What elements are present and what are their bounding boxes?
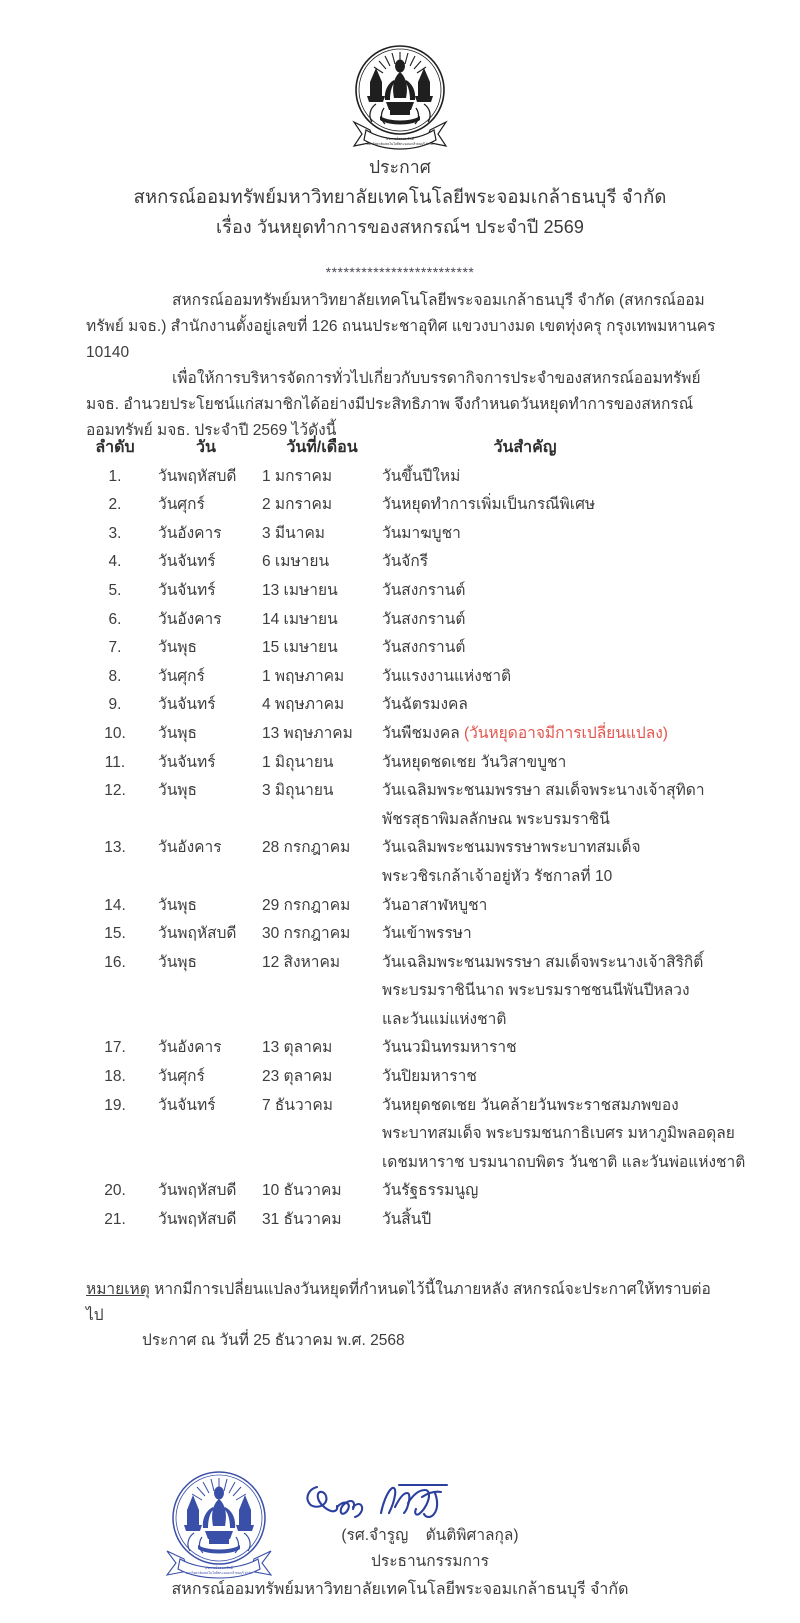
paragraph-address-text: สหกรณ์ออมทรัพย์มหาวิทยาลัยเทคโนโลยีพระจอมเกล้าธนบุรี จำกัด (สหกรณ์ออมทรัพย์ มจธ.) สำนักงานตั้งอยู่เลขที่ 126 ถนนประชาอุทิศ แขวงบางมด เขตทุ่งครุ กรุงเทพมหานคร 10140 xyxy=(86,292,716,361)
cell-occasion xyxy=(382,777,746,834)
occasion-line: วันขึ้นปีใหม่ xyxy=(382,467,461,485)
cell-occasion xyxy=(382,1177,746,1206)
cell-no: 6. xyxy=(108,610,122,628)
cell-no: 13. xyxy=(104,839,126,857)
table-row xyxy=(86,577,746,606)
table-row xyxy=(86,463,746,492)
cell-day: วันพุธ xyxy=(158,724,197,742)
table-row xyxy=(86,1177,746,1206)
emblem-top-container xyxy=(0,38,800,161)
table-row xyxy=(86,491,746,520)
cell-date: 14 เมษายน xyxy=(262,610,338,628)
header-date: วันที่/เดือน xyxy=(286,439,358,456)
occasion-line: วันเฉลิมพระชนมพรรษา สมเด็จพระนางเจ้าสิริกิติ์ xyxy=(382,953,704,971)
remark-label: หมายเหตุ xyxy=(86,1281,150,1298)
header-no: ลำดับ xyxy=(95,439,135,456)
signature-role: ประธานกรรมการ xyxy=(371,1553,489,1570)
cell-no: 21. xyxy=(104,1211,126,1229)
star-divider: ************************* xyxy=(325,264,475,280)
cell-date: 3 มีนาคม xyxy=(262,524,326,542)
cell-date: 15 เมษายน xyxy=(262,639,338,657)
cell-occasion xyxy=(382,634,746,663)
occasion-line: วันฉัตรมงคล xyxy=(382,696,468,714)
cell-occasion xyxy=(382,577,746,606)
cell-occasion xyxy=(382,491,746,520)
occasion-line: พระบาทสมเด็จ พระบรมชนกาธิเบศร มหาภูมิพลอดุลย xyxy=(382,1125,735,1143)
cell-day: วันพฤหัสบดี xyxy=(158,925,237,943)
cell-no: 2. xyxy=(108,496,122,514)
occasion-line: และวันแม่แห่งชาติ xyxy=(382,1010,507,1028)
cell-no: 1. xyxy=(108,467,122,485)
svg-text:สหกรณ์ออมทรัพย์: สหกรณ์ออมทรัพย์ xyxy=(205,1566,233,1570)
cell-date: 23 ตุลาคม xyxy=(262,1068,333,1086)
cell-no: 18. xyxy=(104,1068,126,1086)
occasion-line: วันรัฐธรรมนูญ xyxy=(382,1182,479,1200)
cell-occasion xyxy=(382,1063,746,1092)
occasion-line: เดชมหาราช บรมนาถบพิตร วันชาติ และวันพ่อแห่งชาติ xyxy=(382,1153,746,1171)
occasion-line: วันเฉลิมพระชนมพรรษา สมเด็จพระนางเจ้าสุทิดา xyxy=(382,782,705,800)
occasion-line: วันเข้าพรรษา xyxy=(382,925,472,943)
cell-day: วันพุธ xyxy=(158,896,197,914)
cell-day: วันพฤหัสบดี xyxy=(158,467,237,485)
cell-no: 5. xyxy=(108,581,122,599)
paragraph-purpose xyxy=(86,366,716,444)
cell-no: 12. xyxy=(104,782,126,800)
cell-date: 1 มิถุนายน xyxy=(262,753,334,771)
occasion-line: พระบรมราชินีนาถ พระบรมราชชนนีพันปีหลวง xyxy=(382,982,690,1000)
svg-text:มหาวิทยาลัยเทคโนโลยีพระจอมเกล้: มหาวิทยาลัยเทคโนโลยีพระจอมเกล้าธนบุรี จำกัด xyxy=(185,1571,253,1575)
cell-no: 8. xyxy=(108,667,122,685)
occasion-line: วันนวมินทรมหาราช xyxy=(382,1039,517,1057)
cell-day: วันจันทร์ xyxy=(158,1096,216,1114)
issue-date: ประกาศ ณ วันที่ 25 ธันวาคม พ.ศ. 2568 xyxy=(142,1332,405,1349)
cell-no: 7. xyxy=(108,639,122,657)
cell-day: วันพุธ xyxy=(158,782,197,800)
table-row xyxy=(86,720,746,749)
table-row xyxy=(86,1092,746,1178)
signature-block xyxy=(230,1523,630,1575)
header-day: วัน xyxy=(196,439,216,456)
occasion-change-note: (วันหยุดอาจมีการเปลี่ยนแปลง) xyxy=(464,724,668,742)
table-row xyxy=(86,892,746,921)
remark-line xyxy=(86,1277,726,1329)
cell-date: 28 กรกฎาคม xyxy=(262,839,351,857)
cell-date: 2 มกราคม xyxy=(262,496,333,514)
table-row xyxy=(86,520,746,549)
heading-subject: เรื่อง วันหยุดทำการของสหกรณ์ฯ ประจำปี 2569 xyxy=(216,217,584,237)
cell-no: 19. xyxy=(104,1096,126,1114)
cell-no: 20. xyxy=(104,1182,126,1200)
occasion-line: วันสงกรานต์ xyxy=(382,581,466,599)
table-row xyxy=(86,777,746,834)
cell-day: วันพุธ xyxy=(158,953,197,971)
occasion-line: วันหยุดชดเชย วันวิสาขบูชา xyxy=(382,753,567,771)
cooperative-seal-emblem xyxy=(340,38,460,156)
cell-no: 16. xyxy=(104,953,126,971)
document-heading xyxy=(0,152,800,242)
occasion-line: วันจักรี xyxy=(382,553,429,571)
heading-organization: สหกรณ์ออมทรัพย์มหาวิทยาลัยเทคโนโลยีพระจอมเกล้าธนบุรี จำกัด xyxy=(133,186,667,207)
table-row xyxy=(86,1206,746,1235)
cell-occasion xyxy=(382,720,746,749)
table-body xyxy=(86,463,746,1235)
cell-day: วันอังคาร xyxy=(158,839,222,857)
paragraph-purpose-text: เพื่อให้การบริหารจัดการทั่วไปเกี่ยวกับบรรดากิจการประจำของสหกรณ์ออมทรัพย์ มจธ. อำนวยประโยชน์แก่สมาชิกได้อย่างมีประสิทธิภาพ จึงกำหนดวันหยุดทำการของสหกรณ์ออมทรัพย์ มจธ. ประจำปี 2569 ไว้ดังนี้ xyxy=(86,370,701,439)
cell-occasion xyxy=(382,663,746,692)
table-row xyxy=(86,749,746,778)
cell-day: วันจันทร์ xyxy=(158,753,216,771)
cell-day: วันพฤหัสบดี xyxy=(158,1182,237,1200)
cell-day: วันศุกร์ xyxy=(158,1068,205,1086)
occasion-line: วันสงกรานต์ xyxy=(382,610,466,628)
cell-occasion xyxy=(382,463,746,492)
svg-text:มหาวิทยาลัยเทคโนโลยีพระจอมเกล้: มหาวิทยาลัยเทคโนโลยีพระจอมเกล้าธนบุรี จำกัด xyxy=(366,142,434,146)
occasion-line: วันปิยมหาราช xyxy=(382,1068,477,1086)
table-row xyxy=(86,606,746,635)
cell-day: วันจันทร์ xyxy=(158,696,216,714)
cell-date: 13 เมษายน xyxy=(262,581,338,599)
cell-date: 3 มิถุนายน xyxy=(262,782,334,800)
cell-no: 11. xyxy=(104,753,126,771)
cell-day: วันอังคาร xyxy=(158,1039,222,1057)
svg-text:สหกรณ์ออมทรัพย์: สหกรณ์ออมทรัพย์ xyxy=(386,137,414,141)
signature-organization: สหกรณ์ออมทรัพย์มหาวิทยาลัยเทคโนโลยีพระจอมเกล้าธนบุรี จำกัด xyxy=(171,1581,629,1598)
cell-occasion xyxy=(382,749,746,778)
table-row xyxy=(86,1063,746,1092)
occasion-line: วันเฉลิมพระชนมพรรษาพระบาทสมเด็จ xyxy=(382,839,641,857)
cell-occasion xyxy=(382,691,746,720)
cell-date: 6 เมษายน xyxy=(262,553,330,571)
cell-no: 3. xyxy=(108,524,122,542)
cell-date: 4 พฤษภาคม xyxy=(262,696,345,714)
table-row xyxy=(86,634,746,663)
occasion-line: วันมาฆบูชา xyxy=(382,524,461,542)
cell-day: วันศุกร์ xyxy=(158,667,205,685)
cell-date: 1 พฤษภาคม xyxy=(262,667,345,685)
cell-date: 31 ธันวาคม xyxy=(262,1211,342,1229)
handwritten-signature xyxy=(295,1477,485,1523)
cell-day: วันอังคาร xyxy=(158,610,222,628)
cell-no: 4. xyxy=(108,553,122,571)
cell-day: วันจันทร์ xyxy=(158,553,216,571)
occasion-line xyxy=(382,720,746,749)
cell-no: 14. xyxy=(104,896,126,914)
cell-occasion xyxy=(382,520,746,549)
occasion-line: วันหยุดทำการเพิ่มเป็นกรณีพิเศษ xyxy=(382,496,596,514)
cell-occasion xyxy=(382,834,746,891)
occasion-line: วันหยุดชดเชย วันคล้ายวันพระราชสมภพของ xyxy=(382,1096,679,1114)
table-row xyxy=(86,548,746,577)
table-row xyxy=(86,1034,746,1063)
cell-no: 10. xyxy=(104,724,126,742)
signature-name: (รศ.จำรูญ ตันติพิศาลกุล) xyxy=(341,1527,519,1544)
cell-day: วันพุธ xyxy=(158,639,197,657)
occasion-text: วันพืชมงคล xyxy=(382,724,464,742)
cell-no: 9. xyxy=(108,696,122,714)
cell-occasion xyxy=(382,606,746,635)
cell-day: วันอังคาร xyxy=(158,524,222,542)
cell-date: 29 กรกฎาคม xyxy=(262,896,351,914)
occasion-line: พระวชิรเกล้าเจ้าอยู่หัว รัชกาลที่ 10 xyxy=(382,867,613,885)
table-row xyxy=(86,949,746,1035)
cell-occasion xyxy=(382,949,746,1035)
occasion-line: พัชรสุธาพิมลลักษณ พระบรมราชินี xyxy=(382,810,610,828)
paragraph-address xyxy=(86,288,716,366)
heading-announcement: ประกาศ xyxy=(368,157,432,177)
cell-occasion xyxy=(382,548,746,577)
cell-occasion xyxy=(382,1034,746,1063)
cell-day: วันจันทร์ xyxy=(158,581,216,599)
table-row xyxy=(86,834,746,891)
cell-occasion xyxy=(382,1092,746,1178)
holiday-table xyxy=(86,434,746,1235)
cell-date: 13 ตุลาคม xyxy=(262,1039,333,1057)
occasion-line: วันอาสาฬหบูชา xyxy=(382,896,488,914)
cell-date: 12 สิงหาคม xyxy=(262,953,341,971)
cell-date: 10 ธันวาคม xyxy=(262,1182,342,1200)
cell-no: 17. xyxy=(104,1039,126,1057)
document-body xyxy=(86,288,716,444)
occasion-line: วันสิ้นปี xyxy=(382,1211,432,1229)
cell-date: 13 พฤษภาคม xyxy=(262,724,353,742)
cell-occasion xyxy=(382,1206,746,1235)
cell-day: วันพฤหัสบดี xyxy=(158,1211,237,1229)
cell-no: 15. xyxy=(104,925,126,943)
table-row xyxy=(86,920,746,949)
table-header-row xyxy=(86,434,746,463)
cell-occasion xyxy=(382,892,746,921)
cell-day: วันศุกร์ xyxy=(158,496,205,514)
cell-date: 7 ธันวาคม xyxy=(262,1096,333,1114)
occasion-line: วันแรงงานแห่งชาติ xyxy=(382,667,512,685)
cell-occasion xyxy=(382,920,746,949)
cell-date: 30 กรกฎาคม xyxy=(262,925,351,943)
cell-date: 1 มกราคม xyxy=(262,467,333,485)
occasion-line: วันสงกรานต์ xyxy=(382,639,466,657)
remark-text: หากมีการเปลี่ยนแปลงวันหยุดที่กำหนดไว้นี้ในภายหลัง สหกรณ์จะประกาศให้ทราบต่อไป xyxy=(86,1281,711,1324)
table-row xyxy=(86,663,746,692)
header-occasion: วันสำคัญ xyxy=(493,439,557,456)
table-row xyxy=(86,691,746,720)
